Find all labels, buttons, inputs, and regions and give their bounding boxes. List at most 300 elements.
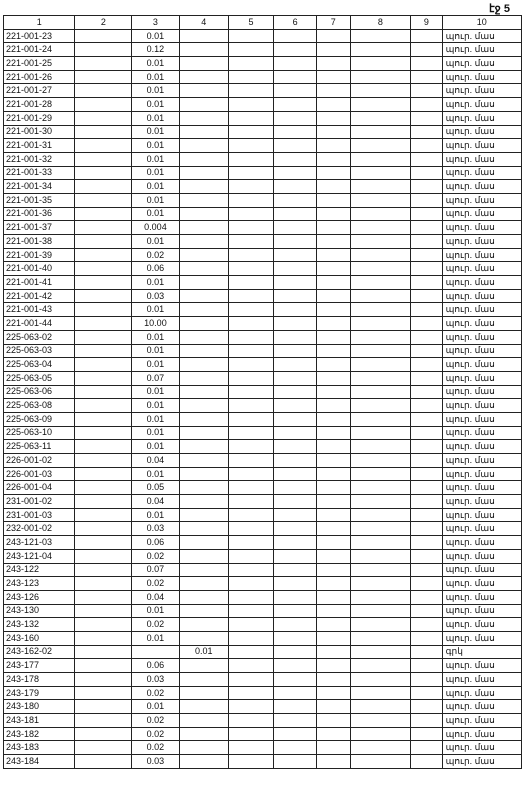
table-row [4,70,522,84]
cell-col-4 [179,221,228,235]
cell-col-8 [350,84,411,98]
cell-col-8 [350,235,411,249]
cell-col-10: պուր. մաս [442,317,521,331]
cell-col-10: պուր. մաս [442,700,521,714]
cell-col-10: պուր. մաս [442,139,521,153]
table-row [4,371,522,385]
cell-col-10: պուր. մաս [442,467,521,481]
cell-col-3: 0.01 [132,29,179,43]
cell-col-1: 243-162-02 [4,645,75,659]
cell-col-5 [228,549,273,563]
cell-col-9 [411,604,442,618]
cell-col-8 [350,221,411,235]
cell-col-10: պուր. մաս [442,618,521,632]
cell-col-2 [75,57,132,71]
cell-col-10: պուր. մաս [442,276,521,290]
table-row [4,522,522,536]
cell-col-2 [75,618,132,632]
cell-col-8 [350,29,411,43]
cell-col-5 [228,700,273,714]
cell-col-7 [317,207,350,221]
cell-col-5 [228,303,273,317]
cell-col-2 [75,590,132,604]
cell-col-9 [411,152,442,166]
cell-col-1: 221-001-41 [4,276,75,290]
cell-col-7 [317,563,350,577]
cell-col-7 [317,508,350,522]
cell-col-2 [75,495,132,509]
cell-col-5 [228,221,273,235]
cell-col-9 [411,235,442,249]
cell-col-7 [317,317,350,331]
cell-col-4 [179,70,228,84]
cell-col-7 [317,727,350,741]
cell-col-4 [179,686,228,700]
table-row [4,289,522,303]
cell-col-2 [75,522,132,536]
cell-col-8 [350,467,411,481]
cell-col-5 [228,385,273,399]
cell-col-10: պուր. մաս [442,84,521,98]
cell-col-7 [317,70,350,84]
cell-col-8 [350,741,411,755]
cell-col-5 [228,193,273,207]
cell-col-9 [411,440,442,454]
cell-col-9 [411,563,442,577]
cell-col-1: 243-126 [4,590,75,604]
cell-col-7 [317,84,350,98]
cell-col-3: 0.01 [132,70,179,84]
cell-col-2 [75,344,132,358]
cell-col-7 [317,358,350,372]
cell-col-4 [179,700,228,714]
table-row [4,440,522,454]
cell-col-2 [75,645,132,659]
cell-col-6 [274,563,317,577]
cell-col-10: պուր. մաս [442,440,521,454]
cell-col-8 [350,180,411,194]
cell-col-1: 221-001-40 [4,262,75,276]
cell-col-7 [317,98,350,112]
cell-col-10: պուր. մաս [442,385,521,399]
cell-col-5 [228,166,273,180]
cell-col-5 [228,399,273,413]
cell-col-4 [179,289,228,303]
column-header-7: 7 [317,16,350,30]
cell-col-6 [274,371,317,385]
cell-col-7 [317,454,350,468]
cell-col-8 [350,289,411,303]
cell-col-1: 225-063-11 [4,440,75,454]
cell-col-3: 0.01 [132,344,179,358]
cell-col-6 [274,207,317,221]
cell-col-5 [228,276,273,290]
table-row [4,454,522,468]
cell-col-7 [317,412,350,426]
cell-col-6 [274,303,317,317]
cell-col-3: 0.03 [132,522,179,536]
cell-col-10: պուր. մաս [442,235,521,249]
table-row [4,727,522,741]
cell-col-5 [228,330,273,344]
cell-col-4 [179,508,228,522]
cell-col-6 [274,577,317,591]
cell-col-10: պուր. մաս [442,111,521,125]
cell-col-10: պուր. մաս [442,221,521,235]
cell-col-4: 0.01 [179,645,228,659]
cell-col-2 [75,563,132,577]
cell-col-9 [411,29,442,43]
cell-col-7 [317,495,350,509]
cell-col-9 [411,57,442,71]
cell-col-3: 0.01 [132,631,179,645]
cell-col-6 [274,152,317,166]
cell-col-3: 0.06 [132,536,179,550]
cell-col-10: պուր. մաս [442,193,521,207]
cell-col-9 [411,412,442,426]
cell-col-3: 0.01 [132,440,179,454]
cell-col-5 [228,125,273,139]
cell-col-4 [179,631,228,645]
table-row [4,508,522,522]
cell-col-6 [274,276,317,290]
cell-col-8 [350,590,411,604]
cell-col-8 [350,248,411,262]
cell-col-3: 0.01 [132,57,179,71]
cell-col-5 [228,686,273,700]
cell-col-3: 0.04 [132,495,179,509]
cell-col-4 [179,152,228,166]
cell-col-10: պուր. մաս [442,659,521,673]
cell-col-3: 0.05 [132,481,179,495]
cell-col-5 [228,358,273,372]
cell-col-4 [179,193,228,207]
cell-col-6 [274,495,317,509]
cell-col-1: 225-063-04 [4,358,75,372]
cell-col-1: 231-001-02 [4,495,75,509]
cell-col-3: 0.01 [132,412,179,426]
cell-col-6 [274,604,317,618]
column-header-8: 8 [350,16,411,30]
cell-col-9 [411,700,442,714]
table-row [4,84,522,98]
cell-col-6 [274,139,317,153]
cell-col-2 [75,371,132,385]
cell-col-6 [274,659,317,673]
cell-col-5 [228,454,273,468]
cell-col-9 [411,481,442,495]
cell-col-8 [350,659,411,673]
cell-col-4 [179,125,228,139]
table-row [4,221,522,235]
cell-col-7 [317,344,350,358]
cell-col-1: 225-063-03 [4,344,75,358]
cell-col-10: պուր. մաս [442,604,521,618]
cell-col-2 [75,303,132,317]
cell-col-4 [179,248,228,262]
cell-col-4 [179,563,228,577]
cell-col-5 [228,714,273,728]
cell-col-6 [274,714,317,728]
cell-col-9 [411,111,442,125]
cell-col-5 [228,755,273,769]
cell-col-2 [75,152,132,166]
cell-col-1: 221-001-39 [4,248,75,262]
cell-col-9 [411,549,442,563]
table-row [4,111,522,125]
cell-col-10: պուր. մաս [442,522,521,536]
cell-col-10: պուր. մաս [442,549,521,563]
cell-col-5 [228,57,273,71]
cell-col-9 [411,330,442,344]
cell-col-9 [411,180,442,194]
cell-col-10: պուր. մաս [442,563,521,577]
cell-col-4 [179,673,228,687]
cell-col-8 [350,536,411,550]
cell-col-1: 221-001-28 [4,98,75,112]
cell-col-10: պուր. մաս [442,412,521,426]
cell-col-5 [228,317,273,331]
cell-col-5 [228,727,273,741]
cell-col-2 [75,385,132,399]
table-row [4,358,522,372]
cell-col-3: 0.01 [132,358,179,372]
cell-col-3: 0.01 [132,125,179,139]
cell-col-3: 0.01 [132,207,179,221]
cell-col-10: պուր. մաս [442,70,521,84]
cell-col-6 [274,755,317,769]
cell-col-1: 243-121-04 [4,549,75,563]
cell-col-9 [411,385,442,399]
cell-col-7 [317,276,350,290]
cell-col-9 [411,495,442,509]
table-row [4,180,522,194]
cell-col-5 [228,139,273,153]
table-row [4,481,522,495]
cell-col-3: 0.01 [132,467,179,481]
cell-col-7 [317,481,350,495]
cell-col-7 [317,618,350,632]
cell-col-7 [317,659,350,673]
cell-col-4 [179,235,228,249]
cell-col-3 [132,645,179,659]
cell-col-4 [179,358,228,372]
cell-col-1: 243-178 [4,673,75,687]
cell-col-6 [274,481,317,495]
cell-col-9 [411,659,442,673]
cell-col-2 [75,508,132,522]
cell-col-4 [179,481,228,495]
cell-col-2 [75,481,132,495]
table-row [4,248,522,262]
table-row [4,673,522,687]
cell-col-2 [75,221,132,235]
cell-col-9 [411,98,442,112]
table-row [4,43,522,57]
cell-col-4 [179,467,228,481]
cell-col-4 [179,549,228,563]
cell-col-3: 0.01 [132,700,179,714]
cell-col-9 [411,590,442,604]
cell-col-9 [411,139,442,153]
cell-col-2 [75,700,132,714]
cell-col-1: 221-001-36 [4,207,75,221]
cell-col-1: 221-001-42 [4,289,75,303]
cell-col-2 [75,454,132,468]
cell-col-5 [228,98,273,112]
cell-col-10: պուր. մաս [442,125,521,139]
cell-col-2 [75,125,132,139]
table-row [4,276,522,290]
cell-col-2 [75,330,132,344]
table-row [4,412,522,426]
cell-col-9 [411,741,442,755]
column-header-1: 1 [4,16,75,30]
column-header-5: 5 [228,16,273,30]
cell-col-1: 221-001-24 [4,43,75,57]
cell-col-4 [179,43,228,57]
cell-col-5 [228,248,273,262]
cell-col-4 [179,618,228,632]
cell-col-1: 243-130 [4,604,75,618]
cell-col-1: 243-182 [4,727,75,741]
cell-col-9 [411,43,442,57]
cell-col-1: 243-160 [4,631,75,645]
cell-col-1: 221-001-37 [4,221,75,235]
cell-col-5 [228,180,273,194]
cell-col-2 [75,166,132,180]
table-row [4,385,522,399]
cell-col-8 [350,358,411,372]
cell-col-1: 243-183 [4,741,75,755]
cell-col-8 [350,276,411,290]
cell-col-9 [411,248,442,262]
cell-col-1: 221-001-23 [4,29,75,43]
cell-col-9 [411,193,442,207]
table-row [4,686,522,700]
cell-col-10: պուր. մաս [442,371,521,385]
table-row [4,631,522,645]
cell-col-3: 0.02 [132,741,179,755]
cell-col-6 [274,426,317,440]
cell-col-10: պուր. մաս [442,454,521,468]
cell-col-3: 0.01 [132,84,179,98]
column-header-4: 4 [179,16,228,30]
cell-col-7 [317,741,350,755]
cell-col-6 [274,358,317,372]
cell-col-3: 0.01 [132,426,179,440]
cell-col-5 [228,152,273,166]
cell-col-6 [274,29,317,43]
cell-col-10: պուր. մաս [442,577,521,591]
cell-col-2 [75,139,132,153]
cell-col-10: պուր. մաս [442,741,521,755]
cell-col-3: 0.01 [132,139,179,153]
cell-col-9 [411,276,442,290]
cell-col-5 [228,207,273,221]
cell-col-4 [179,330,228,344]
table-row [4,125,522,139]
cell-col-5 [228,741,273,755]
cell-col-1: 243-177 [4,659,75,673]
cell-col-8 [350,139,411,153]
cell-col-6 [274,193,317,207]
cell-col-1: 243-184 [4,755,75,769]
cell-col-8 [350,399,411,413]
cell-col-3: 0.02 [132,727,179,741]
cell-col-1: 231-001-03 [4,508,75,522]
cell-col-6 [274,645,317,659]
cell-col-7 [317,111,350,125]
cell-col-7 [317,193,350,207]
cell-col-5 [228,522,273,536]
cell-col-1: 243-122 [4,563,75,577]
cell-col-1: 221-001-29 [4,111,75,125]
cell-col-6 [274,166,317,180]
cell-col-3: 0.02 [132,714,179,728]
cell-col-6 [274,686,317,700]
cell-col-3: 0.01 [132,180,179,194]
cell-col-10: պուր. մաս [442,481,521,495]
cell-col-5 [228,645,273,659]
table-row [4,262,522,276]
cell-col-2 [75,536,132,550]
cell-col-8 [350,262,411,276]
cell-col-7 [317,29,350,43]
cell-col-2 [75,741,132,755]
cell-col-5 [228,262,273,276]
cell-col-3: 0.01 [132,604,179,618]
cell-col-4 [179,755,228,769]
cell-col-4 [179,522,228,536]
cell-col-3: 0.06 [132,659,179,673]
cell-col-3: 0.01 [132,303,179,317]
cell-col-4 [179,84,228,98]
cell-col-5 [228,111,273,125]
cell-col-9 [411,399,442,413]
cell-col-7 [317,139,350,153]
table-row [4,714,522,728]
table-row [4,618,522,632]
cell-col-6 [274,262,317,276]
cell-col-9 [411,536,442,550]
cell-col-10: պուր. մաս [442,358,521,372]
cell-col-4 [179,590,228,604]
cell-col-1: 221-001-38 [4,235,75,249]
cell-col-6 [274,590,317,604]
table-row [4,207,522,221]
cell-col-4 [179,714,228,728]
cell-col-9 [411,426,442,440]
cell-col-7 [317,590,350,604]
cell-col-6 [274,741,317,755]
cell-col-3: 0.02 [132,686,179,700]
cell-col-5 [228,536,273,550]
cell-col-6 [274,440,317,454]
cell-col-3: 0.01 [132,385,179,399]
table-row [4,741,522,755]
cell-col-2 [75,317,132,331]
cell-col-6 [274,727,317,741]
cell-col-4 [179,426,228,440]
cell-col-9 [411,125,442,139]
table-row [4,139,522,153]
cell-col-1: 225-063-08 [4,399,75,413]
cell-col-4 [179,399,228,413]
cell-col-10: պուր. մաս [442,248,521,262]
cell-col-9 [411,262,442,276]
cell-col-2 [75,440,132,454]
